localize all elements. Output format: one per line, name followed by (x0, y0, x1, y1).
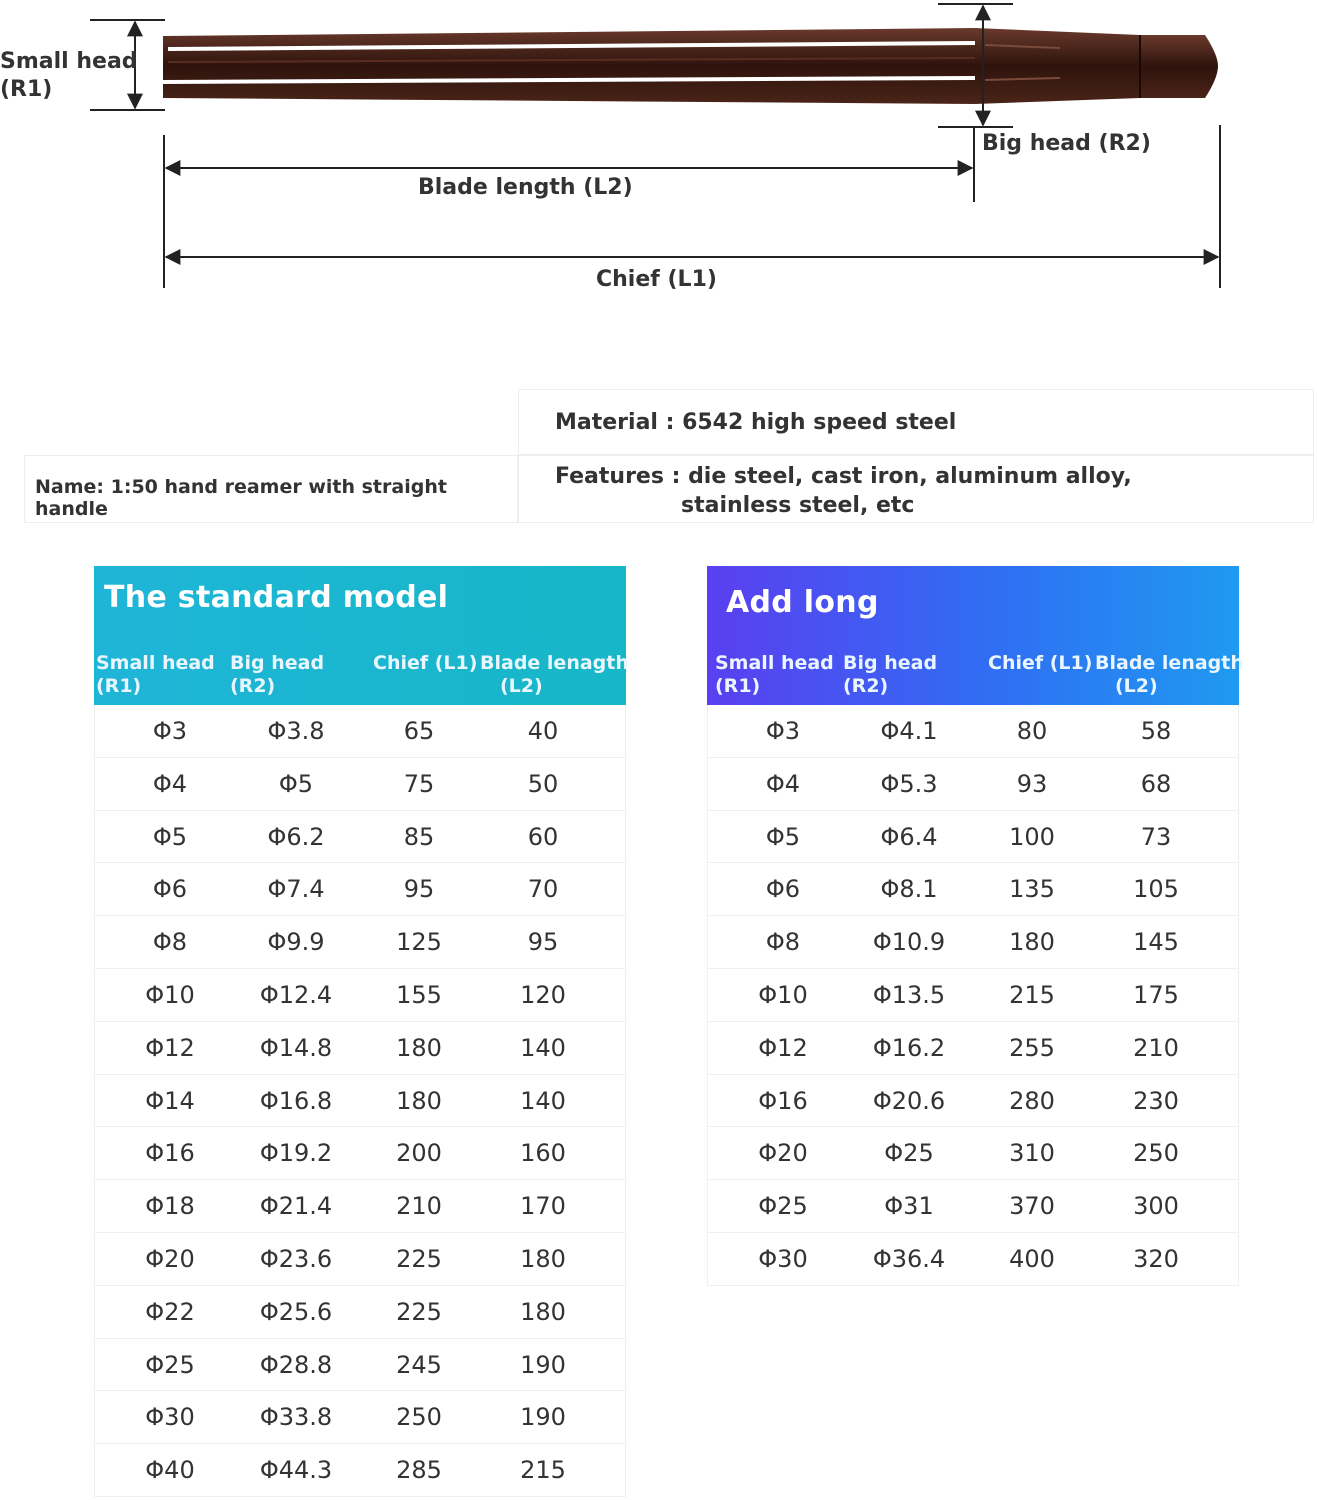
cell-small-head: Φ16 (758, 1086, 808, 1115)
cell-small-head: Φ30 (758, 1244, 808, 1273)
cell-big-head: Φ25.6 (259, 1297, 333, 1326)
table-row (95, 1180, 625, 1233)
cell-chief: 180 (396, 1033, 442, 1062)
cell-big-head: Φ7.4 (267, 875, 325, 904)
cell-chief: 210 (396, 1192, 442, 1221)
cell-blade-length: 190 (520, 1350, 566, 1379)
blade-length-dimension (164, 128, 974, 288)
col-blade-length-line1: Blade lenagth (480, 652, 629, 674)
standard-model-table (94, 566, 629, 1497)
col-blade-length-line1: Blade lenagth (1095, 652, 1244, 674)
col-big-head: Big head (R2) (230, 652, 325, 697)
add-long-table (707, 566, 1244, 1286)
cell-chief: 245 (396, 1350, 442, 1379)
chief-length-label: Chief (L1) (596, 267, 717, 292)
cell-blade-length: 105 (1133, 875, 1179, 904)
cell-chief: 310 (1009, 1139, 1055, 1168)
cell-big-head: Φ9.9 (267, 928, 325, 957)
cell-chief: 225 (396, 1244, 442, 1273)
table-row (95, 1339, 625, 1392)
cell-small-head: Φ16 (145, 1139, 195, 1168)
cell-chief: 400 (1009, 1244, 1055, 1273)
cell-chief: 65 (403, 717, 435, 745)
cell-chief: 200 (396, 1139, 442, 1168)
spec-box (24, 389, 1314, 523)
cell-blade-length: 60 (527, 822, 559, 851)
cell-blade-length: 190 (520, 1403, 566, 1432)
reamer-body (163, 28, 1218, 104)
cell-blade-length: 215 (520, 1456, 566, 1485)
cell-big-head: Φ12.4 (259, 980, 333, 1009)
cell-blade-length: 300 (1133, 1192, 1179, 1221)
cell-small-head: Φ10 (758, 980, 808, 1009)
cell-small-head: Φ12 (758, 1033, 808, 1062)
cell-small-head: Φ8 (152, 928, 188, 957)
features-spec (518, 455, 1314, 523)
table-row (95, 1233, 625, 1286)
col-big-head: Big head (R2) (843, 652, 938, 697)
cell-blade-length: 140 (520, 1086, 566, 1115)
cell-small-head: Φ4 (152, 769, 188, 798)
cell-small-head: Φ5 (152, 822, 188, 851)
cell-blade-length: 50 (527, 769, 559, 798)
standard-rows (94, 705, 626, 1497)
cell-big-head: Φ16.8 (259, 1086, 333, 1115)
table-row (708, 1180, 1238, 1233)
cell-big-head: Φ33.8 (259, 1403, 333, 1432)
cell-blade-length: 160 (520, 1139, 566, 1168)
table-row (708, 916, 1238, 969)
cell-big-head: Φ10.9 (872, 928, 946, 957)
col-chief: Chief (L1) (373, 652, 478, 674)
cell-chief: 280 (1009, 1086, 1055, 1115)
cell-blade-length: 320 (1133, 1244, 1179, 1273)
cell-small-head: Φ20 (145, 1244, 195, 1273)
table-row (95, 758, 625, 811)
cell-chief: 285 (396, 1456, 442, 1485)
cell-chief: 75 (403, 769, 435, 798)
table-row (708, 1075, 1238, 1128)
cell-small-head: Φ10 (145, 980, 195, 1009)
cell-chief: 215 (1009, 980, 1055, 1009)
cell-small-head: Φ6 (152, 875, 188, 904)
col-small-head-line1: Small head (715, 652, 834, 674)
table-row (95, 1075, 625, 1128)
cell-big-head: Φ16.2 (872, 1033, 946, 1062)
cell-big-head: Φ23.6 (259, 1244, 333, 1273)
table-row (708, 1233, 1238, 1286)
cell-big-head: Φ5 (278, 769, 314, 798)
standard-column-headers (96, 652, 629, 702)
table-row (708, 758, 1238, 811)
cell-small-head: Φ18 (145, 1192, 195, 1221)
cell-small-head: Φ6 (765, 875, 801, 904)
table-row (95, 863, 625, 916)
cell-big-head: Φ5.3 (880, 769, 938, 798)
cell-big-head: Φ3.8 (267, 717, 325, 745)
cell-chief: 180 (396, 1086, 442, 1115)
cell-chief: 250 (396, 1403, 442, 1432)
cell-blade-length: 180 (520, 1244, 566, 1273)
table-row (95, 1444, 625, 1497)
table-row (95, 1391, 625, 1444)
cell-big-head: Φ44.3 (259, 1456, 333, 1485)
table-row (95, 1127, 625, 1180)
cell-chief: 155 (396, 980, 442, 1009)
cell-blade-length: 58 (1140, 717, 1172, 745)
cell-blade-length: 170 (520, 1192, 566, 1221)
standard-model-header (94, 566, 629, 705)
cell-small-head: Φ30 (145, 1403, 195, 1432)
material-spec: Material : 6542 high speed steel (518, 389, 1314, 455)
cell-big-head: Φ28.8 (259, 1350, 333, 1379)
cell-chief: 180 (1009, 928, 1055, 957)
col-blade-length (480, 652, 630, 698)
cell-big-head: Φ36.4 (872, 1244, 946, 1273)
col-chief: Chief (L1) (988, 652, 1093, 674)
cell-big-head: Φ6.4 (880, 822, 938, 851)
cell-small-head: Φ12 (145, 1033, 195, 1062)
table-row (708, 1127, 1238, 1180)
cell-chief: 125 (396, 928, 442, 957)
cell-chief: 80 (1016, 717, 1048, 745)
col-blade-length-line2: (L2) (500, 675, 543, 697)
cell-chief: 135 (1009, 875, 1055, 904)
cell-blade-length: 68 (1140, 769, 1172, 798)
cell-small-head: Φ3 (765, 717, 801, 745)
cell-blade-length: 120 (520, 980, 566, 1009)
cell-chief: 100 (1009, 822, 1055, 851)
cell-big-head: Φ8.1 (880, 875, 938, 904)
cell-big-head: Φ6.2 (267, 822, 325, 851)
cell-blade-length: 95 (527, 928, 559, 957)
cell-small-head: Φ20 (758, 1139, 808, 1168)
table-row (708, 863, 1238, 916)
cell-chief: 95 (403, 875, 435, 904)
table-row (708, 811, 1238, 864)
add-long-title: Add long (726, 585, 879, 620)
cell-small-head: Φ25 (758, 1192, 808, 1221)
table-row (708, 969, 1238, 1022)
col-small-head-line2: (R1) (96, 675, 142, 697)
cell-blade-length: 73 (1140, 822, 1172, 851)
cell-small-head: Φ5 (765, 822, 801, 851)
cell-big-head: Φ13.5 (872, 980, 946, 1009)
cell-big-head: Φ4.1 (880, 717, 938, 745)
cell-small-head: Φ25 (145, 1350, 195, 1379)
cell-blade-length: 145 (1133, 928, 1179, 957)
cell-blade-length: 140 (520, 1033, 566, 1062)
blade-length-label: Blade length (L2) (418, 175, 633, 200)
col-blade-length (1095, 652, 1245, 698)
cell-small-head: Φ4 (765, 769, 801, 798)
table-row (95, 1022, 625, 1075)
cell-big-head: Φ25 (884, 1139, 934, 1168)
col-small-head (96, 652, 226, 698)
cell-chief: 93 (1016, 769, 1048, 798)
table-row (95, 811, 625, 864)
col-small-head-line2: (R1) (715, 675, 761, 697)
table-row (95, 916, 625, 969)
cell-blade-length: 70 (527, 875, 559, 904)
table-row (708, 705, 1238, 758)
cell-blade-length: 230 (1133, 1086, 1179, 1115)
big-head-label: Big head (R2) (982, 131, 1151, 156)
cell-blade-length: 210 (1133, 1033, 1179, 1062)
table-row (95, 969, 625, 1022)
small-head-label: Small head (R1) (0, 49, 138, 102)
reamer-diagram (0, 0, 1317, 310)
cell-blade-length: 40 (527, 717, 559, 745)
standard-model-title: The standard model (104, 580, 449, 615)
col-blade-length-line2: (L2) (1115, 675, 1158, 697)
col-small-head-line1: Small head (96, 652, 215, 674)
cell-small-head: Φ14 (145, 1086, 195, 1115)
cell-chief: 255 (1009, 1033, 1055, 1062)
product-name: Name: 1:50 hand reamer with straight handle (24, 455, 518, 523)
cell-chief: 85 (403, 822, 435, 851)
cell-small-head: Φ3 (152, 717, 188, 745)
cell-big-head: Φ19.2 (259, 1139, 333, 1168)
cell-chief: 370 (1009, 1192, 1055, 1221)
cell-blade-length: 180 (520, 1297, 566, 1326)
features-line-1: Features : die steel, cast iron, aluminum alloy, (555, 464, 1132, 489)
cell-big-head: Φ31 (884, 1192, 934, 1221)
cell-blade-length: 175 (1133, 980, 1179, 1009)
cell-big-head: Φ20.6 (872, 1086, 946, 1115)
table-row (95, 1286, 625, 1339)
add-long-header (707, 566, 1244, 705)
table-row (708, 1022, 1238, 1075)
col-small-head (715, 652, 845, 698)
add-long-column-headers (709, 652, 1244, 702)
table-row (95, 705, 625, 758)
features-line-2: stainless steel, etc (681, 493, 915, 518)
cell-small-head: Φ40 (145, 1456, 195, 1485)
cell-big-head: Φ14.8 (259, 1033, 333, 1062)
cell-blade-length: 250 (1133, 1139, 1179, 1168)
cell-small-head: Φ8 (765, 928, 801, 957)
add-long-rows (707, 705, 1239, 1286)
cell-chief: 225 (396, 1297, 442, 1326)
cell-small-head: Φ22 (145, 1297, 195, 1326)
cell-big-head: Φ21.4 (259, 1192, 333, 1221)
